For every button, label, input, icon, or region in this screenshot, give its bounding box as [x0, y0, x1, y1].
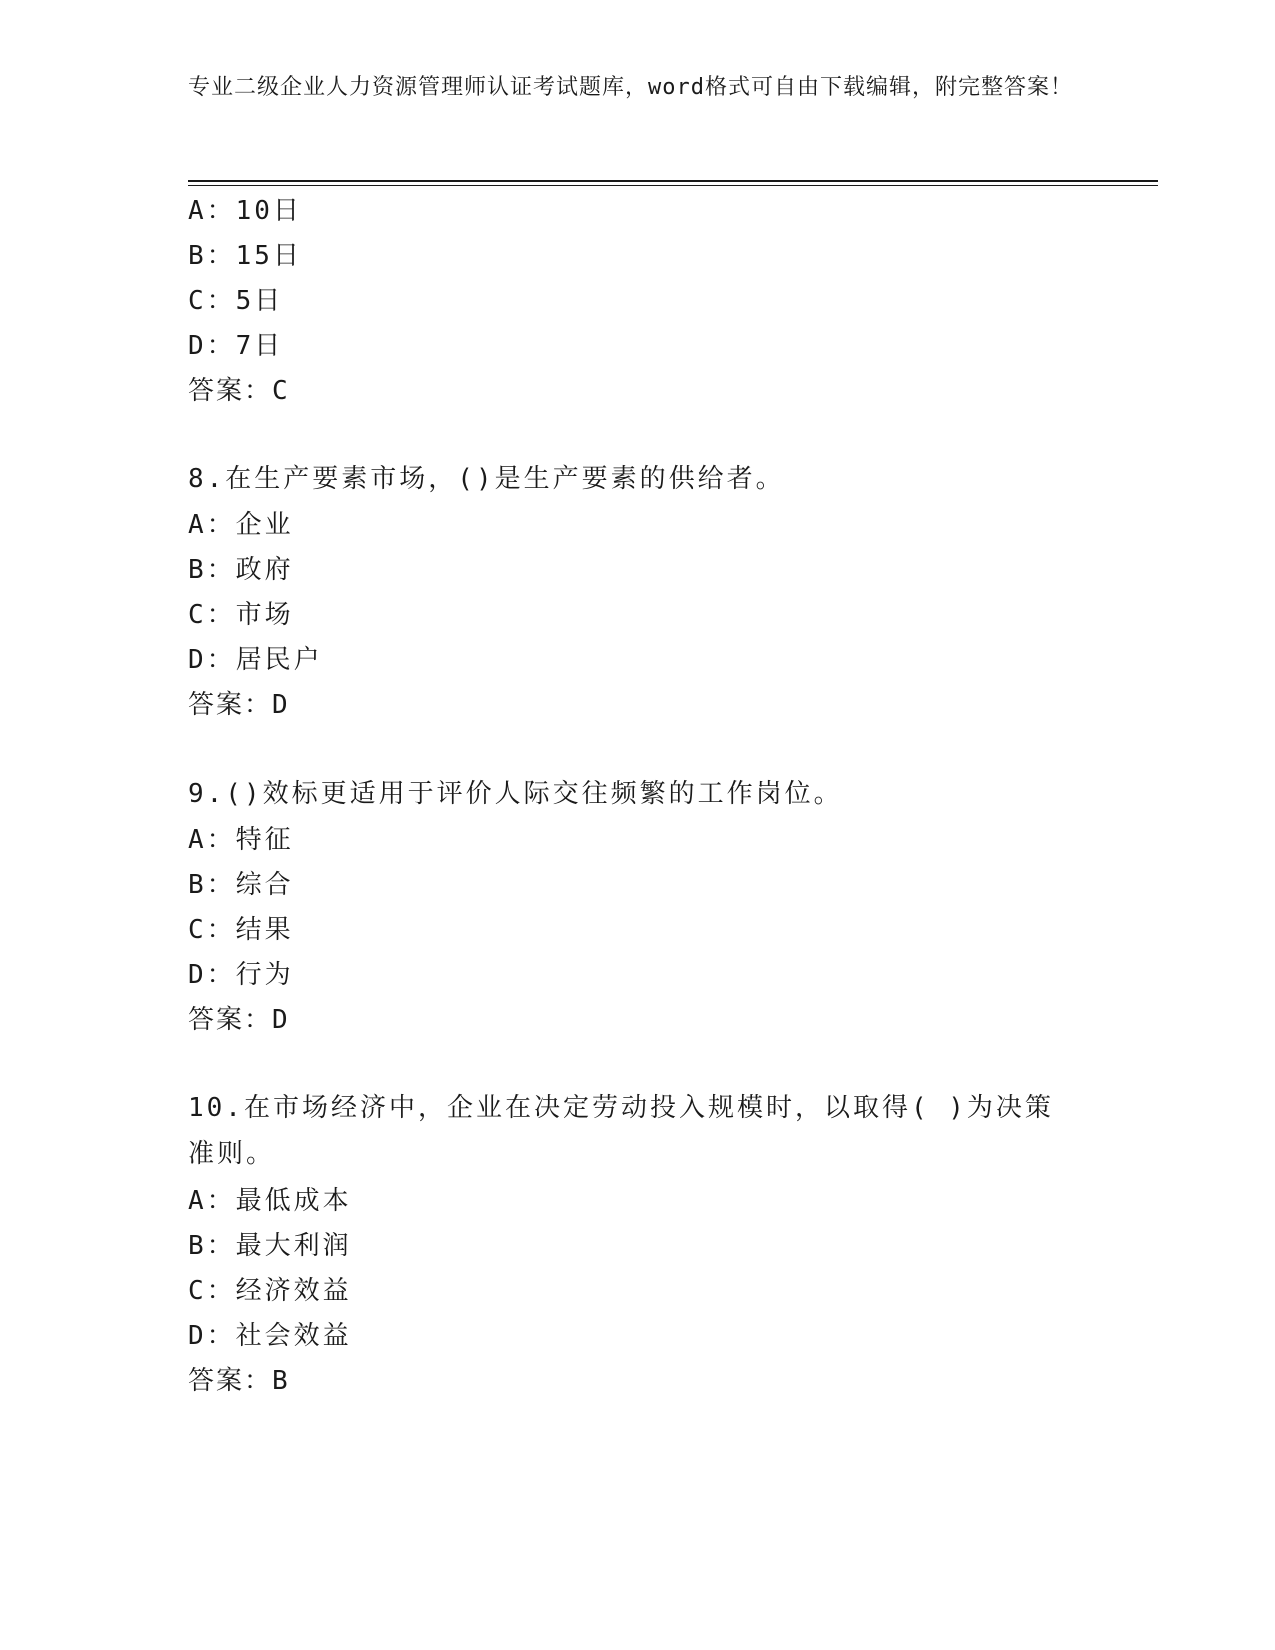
q7-option-c: C：5日: [188, 286, 284, 316]
q10-question: 10.在市场经济中，企业在决定劳动投入规模时，以取得( )为决策准则。: [188, 1093, 1054, 1169]
q8-question: 8.在生产要素市场，()是生产要素的供给者。: [188, 464, 785, 494]
document-header: 专业二级企业人力资源管理师认证考试题库，word格式可自由下载编辑，附完整答案！: [188, 75, 1073, 100]
q8-answer: 答案：D: [188, 690, 290, 720]
q8-option-d: D：居民户: [188, 645, 323, 675]
header-rule-thick: [188, 180, 1158, 182]
q7-answer: 答案：C: [188, 376, 290, 406]
q10-option-a: A：最低成本: [188, 1186, 352, 1216]
q9-option-c: C：结果: [188, 915, 294, 945]
q10-option-c: C：经济效益: [188, 1276, 352, 1306]
q8-option-c: C：市场: [188, 600, 294, 630]
q7-option-a: A：10日: [188, 196, 302, 226]
q9-option-b: B：综合: [188, 870, 294, 900]
q9-option-d: D：行为: [188, 960, 294, 990]
q7-option-d: D：7日: [188, 331, 284, 361]
q10-answer: 答案：B: [188, 1366, 290, 1396]
q10-option-d: D：社会效益: [188, 1321, 352, 1351]
q8-option-b: B：政府: [188, 555, 294, 585]
q9-option-a: A：特征: [188, 825, 294, 855]
q9-question: 9.()效标更适用于评价人际交往频繁的工作岗位。: [188, 779, 843, 809]
q10-option-b: B：最大利润: [188, 1231, 352, 1261]
q8-option-a: A：企业: [188, 510, 294, 540]
q7-option-b: B：15日: [188, 241, 302, 271]
header-rule-thin: [188, 185, 1158, 186]
q9-answer: 答案：D: [188, 1005, 290, 1035]
